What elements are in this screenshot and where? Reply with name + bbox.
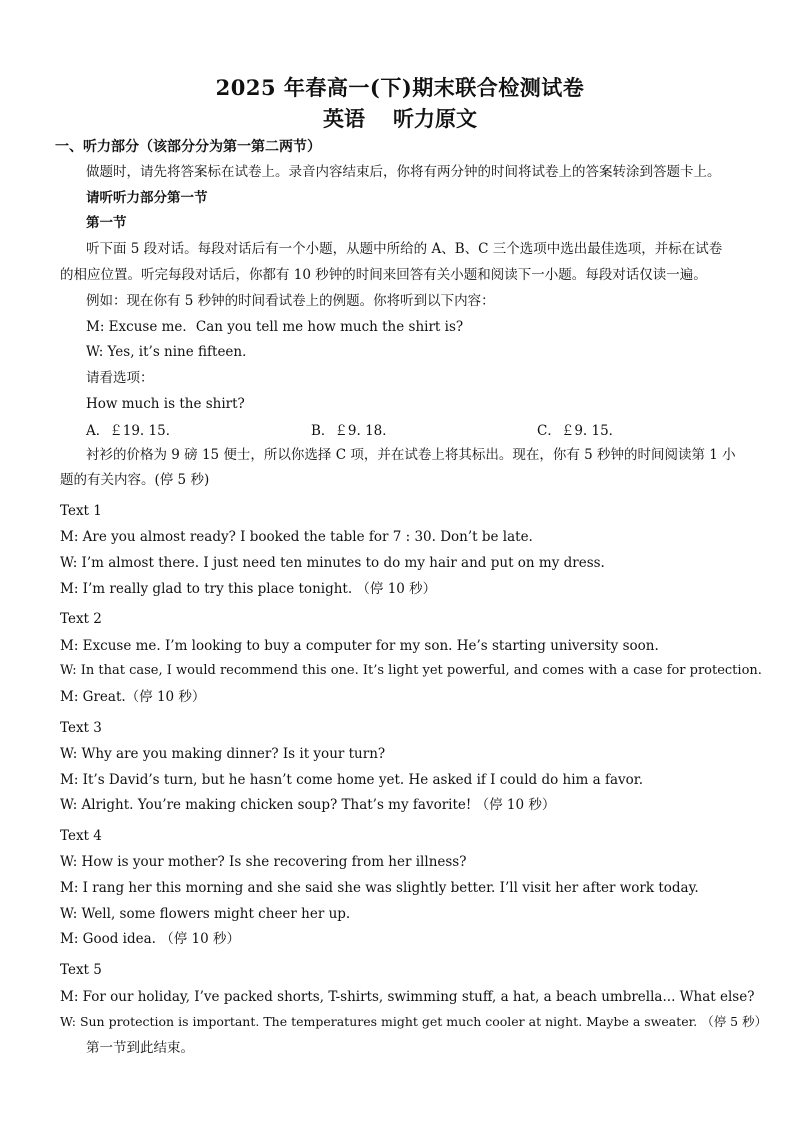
text-1-line: W: I’m almost there. I just need ten minutes to do my hair and put on my dress. <box>60 555 605 571</box>
example-dialogue-m: M: Excuse me．Can you tell me how much the shirt is? <box>86 319 464 335</box>
part-end-text: 第一节到此结束。 <box>86 1040 194 1056</box>
option-a: A．￡19. 15． <box>86 423 180 439</box>
example-intro: 例如：现在你有 5 秒钟的时间看试卷上的例题。你将听到以下内容： <box>86 293 495 309</box>
text-3-line: M: It’s David’s turn, but he hasn’t come home yet. He asked if I could do him a favor. <box>60 772 644 788</box>
please-listen-label: 请听听力部分第一节 <box>86 190 208 206</box>
subject-label: 英语 <box>323 106 365 131</box>
text-2-label: Text 2 <box>60 611 102 627</box>
subtitle-label: 听力原文 <box>393 106 477 131</box>
text-4-line: W: How is your mother? Is she recovering from her illness? <box>60 854 467 870</box>
exam-subtitle <box>0 103 800 133</box>
text-2-line: M: Excuse me. I’m looking to buy a computer for my son. He’s starting university soon. <box>60 638 659 654</box>
example-question: How much is the shirt? <box>86 396 245 412</box>
explanation-line-1: 衬衫的价格为 9 磅 15 便士，所以你选择 C 项，并在试卷上将其标出。现在，你有 5 秒钟的时间阅读第 1 小 <box>86 447 736 463</box>
text-5-line: W: Sun protection is important. The temperatures might get much cooler at night. Maybe a sweater. （停 5 秒） <box>60 1014 768 1029</box>
text-4-line: W: Well, some flowers might cheer her up. <box>60 906 351 922</box>
text-1-line: M: Are you almost ready? I booked the table for 7 : 30. Don’t be late. <box>60 529 533 545</box>
exam-title: 2025 年春高一(下)期末联合检测试卷 <box>215 75 585 100</box>
example-dialogue-w: W: Yes, it’s nine fifteen． <box>86 344 256 360</box>
text-4-line: M: I rang her this morning and she said she was slightly better. I’ll visit her after work today. <box>60 880 699 896</box>
text-4-line: M: Good idea. （停 10 秒） <box>60 931 240 947</box>
text-1-line: M: I’m really glad to try this place tonight. （停 10 秒） <box>60 581 437 597</box>
text-4-label: Text 4 <box>60 828 102 844</box>
text-5-line: M: For our holiday, I’ve packed shorts, T-shirts, swimming stuff, a hat, a beach umbrella... What else? <box>60 989 755 1005</box>
text-3-line: W: Why are you making dinner? Is it your turn? <box>60 746 386 762</box>
text-5-label: Text 5 <box>60 962 102 978</box>
option-c: C．￡9. 15． <box>537 423 623 439</box>
see-options-label: 请看选项： <box>86 370 154 386</box>
text-2-line: W: In that case, I would recommend this one. It’s light yet powerful, and comes with a case for protection. <box>60 663 762 678</box>
instructions-text: 做题时，请先将答案标在试卷上。录音内容结束后，你将有两分钟的时间将试卷上的答案转涂到答题卡上。 <box>86 164 721 180</box>
option-b: B．￡9. 18． <box>311 423 396 439</box>
section-heading: 一、听力部分（该部分分为第一第二两节） <box>55 139 321 155</box>
part-label: 第一节 <box>86 215 127 231</box>
text-3-line: W: Alright. You’re making chicken soup? That’s my favorite! （停 10 秒） <box>60 797 556 813</box>
part-intro-line-1: 听下面 5 段对话。每段对话后有一个小题，从题中所给的 A、B、C 三个选项中选出最佳选项，并标在试卷 <box>86 241 723 257</box>
text-1-label: Text 1 <box>60 503 102 519</box>
explanation-line-2: 题的有关内容。(停 5 秒) <box>60 472 210 488</box>
text-3-label: Text 3 <box>60 720 102 736</box>
part-intro-line-2: 的相应位置。听完每段对话后，你都有 10 秒钟的时间来回答有关小题和阅读下一小题。每段对话仅读一遍。 <box>60 267 707 283</box>
text-2-line: M: Great.（停 10 秒） <box>60 689 206 705</box>
